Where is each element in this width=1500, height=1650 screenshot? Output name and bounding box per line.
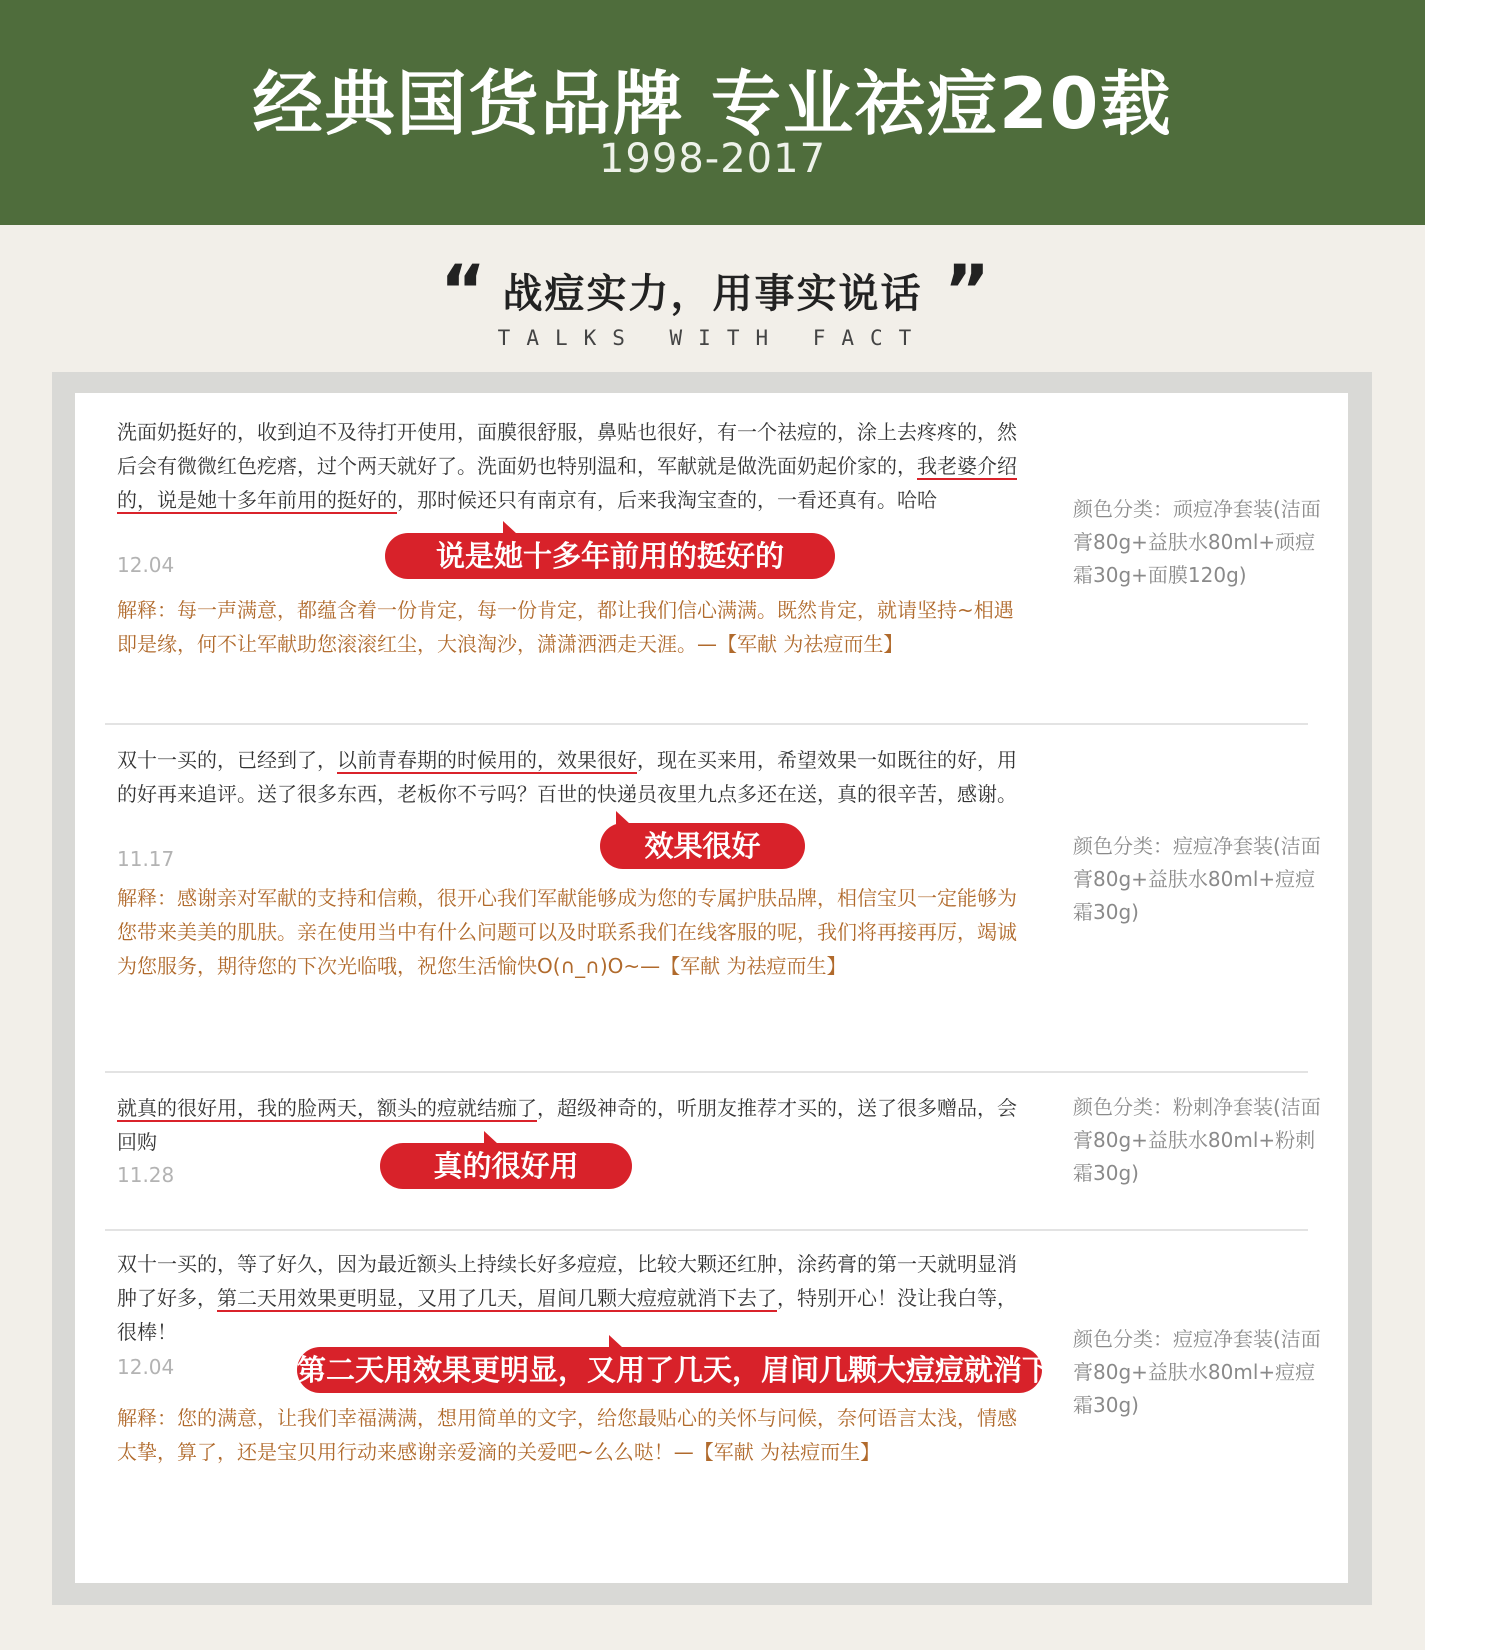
bubble-tail-icon [503, 521, 517, 534]
review-text [117, 743, 1017, 811]
highlight-bubble [380, 1143, 632, 1189]
highlight-bubble [600, 823, 805, 869]
section-subtitle: TALKS WITH FACT [497, 326, 928, 350]
product-variant: 颜色分类：痘痘净套装(洁面膏80g+益肤水80ml+痘痘霜30g) [1073, 1327, 1321, 1417]
banner-years: 1998-2017 [598, 136, 827, 182]
review-divider [105, 1071, 1308, 1073]
review-text-part: ，特别开心！没让我白等，很棒！ [117, 1286, 1017, 1344]
review-card [75, 393, 1348, 1583]
product-variant: 颜色分类：顽痘净套装(洁面膏80g+益肤水80ml+顽痘霜30g+面膜120g) [1073, 497, 1321, 587]
bubble-tail-icon [609, 1335, 623, 1348]
open-quote-icon: “ [440, 250, 487, 332]
review-divider [105, 723, 1308, 725]
product-variant: 颜色分类：痘痘净套装(洁面膏80g+益肤水80ml+痘痘霜30g) [1073, 834, 1321, 924]
section-title: 战痘实力，用事实说话 [502, 271, 923, 317]
highlight-bubble [385, 533, 835, 579]
bubble-tail-icon [484, 1131, 498, 1144]
review-date: 12.04 [117, 553, 175, 577]
review-text-part: ，超级神奇的，听朋友推荐才买的，送了很多赠品，会回购 [117, 1096, 1017, 1154]
review-text [117, 415, 1017, 517]
seller-reply: 解释：感谢亲对军献的支持和信赖，很开心我们军献能够成为您的专属护肤品牌，相信宝贝一定能够为您带来美美的肌肤。亲在使用当中有什么问题可以及时联系我们在线客服的呢，我们将再接再厉，竭诚为您服务，期待您的下次光临哦，祝您生活愉快O(∩_∩)O~—【军献 为祛痘而生】 [117, 886, 1017, 978]
review-text-part: 洗面奶挺好的，收到迫不及待打开使用，面膜很舒服，鼻贴也很好，有一个祛痘的，涂上去疼疼的，然后会有微微红色疙瘩，过个两天就好了。洗面奶也特别温和，军献就是做洗面奶起价家的， [117, 420, 1017, 478]
highlight-text: 说是她十多年前用的挺好的 [435, 539, 784, 573]
review-text-underlined: 以前青春期的时候用的，效果很好 [337, 748, 637, 772]
review-text-part: 双十一买的，已经到了， [117, 748, 337, 772]
seller-reply: 解释：每一声满意，都蕴含着一份肯定，每一份肯定，都让我们信心满满。既然肯定，就请坚持~相遇即是缘，何不让军献助您滚滚红尘，大浪淘沙，潇潇洒洒走天涯。—【军献 为祛痘而生】 [117, 598, 1014, 656]
review-text [117, 1247, 1017, 1349]
review-date: 12.04 [117, 1355, 175, 1379]
banner-title: 经典国货品牌 专业祛痘20载 [252, 63, 1173, 145]
bubble-tail-icon [616, 811, 630, 824]
highlight-bubble [297, 1347, 1110, 1393]
review-divider [105, 1229, 1308, 1231]
review-date: 11.17 [117, 847, 175, 871]
highlight-text: 第二天用效果更明显，又用了几天，眉间几颗大痘痘就消下去了 [297, 1353, 1110, 1387]
review-text-underlined: 就真的很好用，我的脸两天，额头的痘就结痂了 [117, 1096, 537, 1120]
highlight-text: 效果很好 [644, 829, 761, 863]
review-text-underlined: 我老婆介绍的，说是她十多年前用的挺好的 [117, 454, 1017, 512]
brand-banner [0, 0, 1425, 225]
review-text-part: ，现在买来用，希望效果一如既往的好，用的好再来追评。送了很多东西，老板你不亏吗？百世的快递员夜里九点多还在送，真的很辛苦，感谢。 [117, 748, 1017, 806]
review-text-part: 双十一买的，等了好久，因为最近额头上持续长好多痘痘，比较大颗还红肿，涂药膏的第一天就明显消肿了好多， [117, 1252, 1017, 1310]
review-text-underlined: 第二天用效果更明显，又用了几天，眉间几颗大痘痘就消下去了 [217, 1286, 777, 1310]
product-variant: 颜色分类：粉刺净套装(洁面膏80g+益肤水80ml+粉刺霜30g) [1073, 1095, 1321, 1185]
review-date: 11.28 [117, 1163, 175, 1187]
seller-reply: 解释：您的满意，让我们幸福满满，想用简单的文字，给您最贴心的关怀与问候，奈何语言太浅，情感太挚，算了，还是宝贝用行动来感谢亲爱滴的关爱吧~么么哒！—【军献 为祛痘而生】 [117, 1406, 1017, 1464]
highlight-text: 真的很好用 [433, 1149, 579, 1183]
review-text-part: ，那时候还只有南京有，后来我淘宝查的，一看还真有。哈哈 [397, 488, 937, 512]
close-quote-icon: ” [944, 250, 991, 332]
